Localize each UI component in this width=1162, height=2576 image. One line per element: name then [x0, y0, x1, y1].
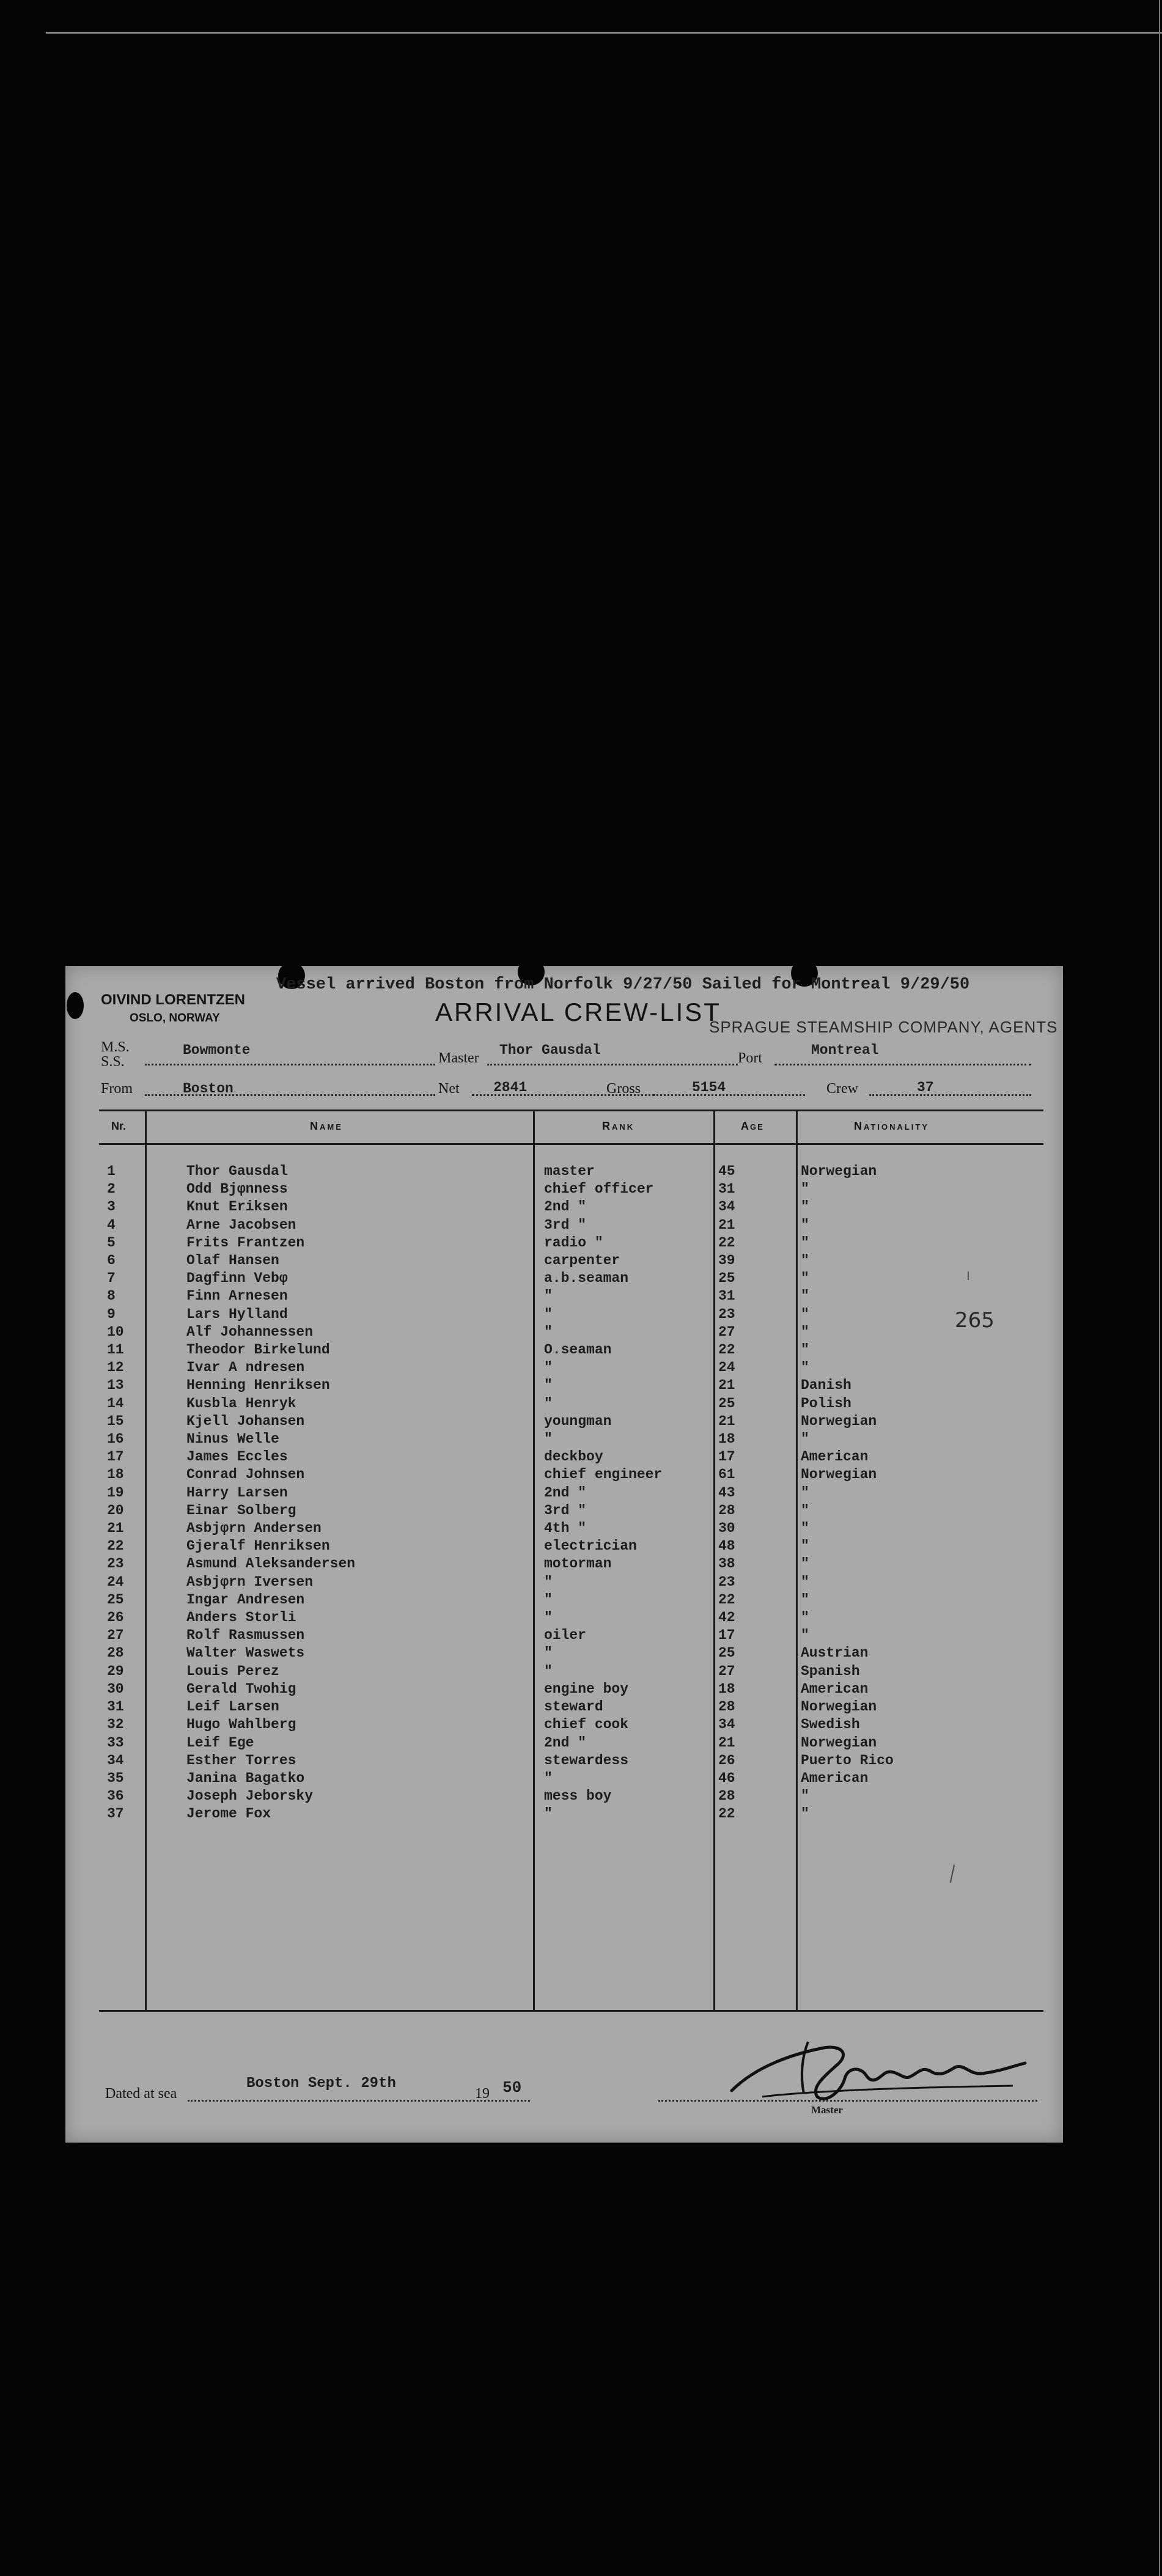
crew-nationality: " [801, 1323, 809, 1340]
row-number: 25 [107, 1591, 124, 1608]
table-row [102, 1448, 984, 1466]
crew-rank: " [544, 1591, 553, 1608]
table-row [102, 1430, 984, 1448]
crew-age: 25 [718, 1395, 735, 1411]
crew-age: 42 [718, 1610, 735, 1626]
crew-rank: electrician [544, 1538, 637, 1555]
table-row [102, 1341, 984, 1359]
row-number: 29 [107, 1663, 124, 1679]
crew-table [102, 1163, 984, 1823]
table-row [102, 1770, 984, 1787]
table-row [102, 1520, 984, 1537]
pencil-mark [968, 1271, 969, 1280]
crew-nationality: " [801, 1360, 809, 1376]
row-number: 7 [107, 1270, 116, 1287]
crew-nationality: Spanish [801, 1663, 860, 1679]
port-label: Port [738, 1050, 763, 1066]
column-header-nr: Nr. [111, 1120, 127, 1132]
row-number: 4 [107, 1216, 116, 1233]
crew-rank: " [544, 1288, 553, 1305]
row-number: 20 [107, 1502, 124, 1518]
crew-name: Gjeralf Henriksen [186, 1538, 330, 1555]
row-number: 6 [107, 1253, 116, 1269]
port-value: Montreal [811, 1042, 879, 1058]
table-row [102, 1395, 984, 1413]
row-number: 34 [107, 1752, 124, 1768]
row-number: 15 [107, 1413, 124, 1429]
crew-nationality: Polish [801, 1395, 851, 1411]
table-row [102, 1555, 984, 1573]
table-row [102, 1752, 984, 1770]
crew-name: Janina Bagatko [186, 1770, 305, 1786]
crew-name: Kjell Johansen [186, 1413, 305, 1429]
crew-name: Lars Hylland [186, 1306, 288, 1322]
crew-name: Gerald Twohig [186, 1680, 296, 1697]
crew-nationality: Norwegian [801, 1163, 877, 1179]
row-number: 12 [107, 1360, 124, 1376]
table-row [102, 1180, 984, 1198]
crew-age: 38 [718, 1556, 735, 1572]
crew-age: 21 [718, 1377, 735, 1394]
crew-age: 23 [718, 1306, 735, 1322]
crew-age: 23 [718, 1573, 735, 1590]
row-number: 8 [107, 1288, 116, 1305]
scan-edge-line [1159, 0, 1160, 2576]
table-row [102, 1573, 984, 1591]
row-number: 2 [107, 1181, 116, 1198]
table-row [102, 1252, 984, 1270]
crew-nationality: " [801, 1306, 809, 1322]
crew-age: 48 [718, 1538, 735, 1555]
crew-nationality: " [801, 1484, 809, 1501]
arrival-annotation: Vessel arrived Boston from Norfolk 9/27/50 Sailed for Montreal 9/29/50 [276, 976, 970, 994]
ship-name: Bowmonte [183, 1042, 251, 1058]
crew-age: 43 [718, 1484, 735, 1501]
row-number: 10 [107, 1323, 124, 1340]
row-number: 17 [107, 1449, 124, 1465]
table-row [102, 1359, 984, 1377]
table-row [102, 1306, 984, 1323]
row-number: 32 [107, 1717, 124, 1733]
crew-name: Asbjφrn Iversen [186, 1573, 314, 1590]
crew-name: Frits Frantzen [186, 1234, 305, 1251]
crew-name: Anders Storli [186, 1610, 296, 1626]
table-row [102, 1234, 984, 1252]
header-bottom-rule [99, 1143, 1043, 1145]
crew-nationality: " [801, 1538, 809, 1555]
crew-rank: 3rd " [544, 1502, 587, 1518]
crew-age: 27 [718, 1323, 735, 1340]
crew-nationality: Norwegian [801, 1466, 877, 1483]
row-number: 33 [107, 1734, 124, 1751]
row-number: 24 [107, 1573, 124, 1590]
row-number: 30 [107, 1680, 124, 1697]
crew-rank: " [544, 1573, 553, 1590]
crew-name: Asmund Aleksandersen [186, 1556, 356, 1572]
crew-age: 34 [718, 1717, 735, 1733]
crew-nationality: " [801, 1788, 809, 1805]
crew-nationality: " [801, 1627, 809, 1644]
crew-rank: " [544, 1610, 553, 1626]
crew-age: 28 [718, 1788, 735, 1805]
crew-age: 34 [718, 1199, 735, 1215]
crew-age: 21 [718, 1216, 735, 1233]
crew-rank: motorman [544, 1556, 612, 1572]
row-number: 26 [107, 1610, 124, 1626]
table-row [102, 1698, 984, 1716]
crew-rank: " [544, 1431, 553, 1448]
crew-rank: 2nd " [544, 1199, 587, 1215]
crew-rank: 2nd " [544, 1734, 587, 1751]
crew-label: Crew [826, 1081, 858, 1097]
row-number: 1 [107, 1163, 116, 1179]
row-number: 14 [107, 1395, 124, 1411]
crew-age: 28 [718, 1699, 735, 1715]
crew-name: Dagfinn Vebφ [186, 1270, 288, 1287]
crew-name: Ivar A ndresen [186, 1360, 305, 1376]
crew-name: Einar Solberg [186, 1502, 296, 1518]
crew-rank: chief cook [544, 1717, 629, 1733]
crew-rank: " [544, 1395, 553, 1411]
crew-nationality: " [801, 1610, 809, 1626]
crew-rank: a.b.seaman [544, 1270, 629, 1287]
table-row [102, 1591, 984, 1609]
crew-rank: " [544, 1770, 553, 1786]
crew-age: 61 [718, 1466, 735, 1483]
crew-nationality: American [801, 1449, 869, 1465]
crew-rank: youngman [544, 1413, 612, 1429]
crew-rank: stewardess [544, 1752, 629, 1768]
crew-rank: radio " [544, 1234, 603, 1251]
crew-rank: 4th " [544, 1520, 587, 1537]
table-row [102, 1716, 984, 1734]
crew-name: Jerome Fox [186, 1806, 271, 1822]
table-row [102, 1287, 984, 1305]
table-row [102, 1734, 984, 1752]
crew-nationality: Norwegian [801, 1734, 877, 1751]
master-name: Thor Gausdal [499, 1042, 601, 1058]
column-header-age: Age [741, 1120, 764, 1132]
table-row [102, 1537, 984, 1555]
table-row [102, 1484, 984, 1502]
crew-age: 28 [718, 1502, 735, 1518]
row-number: 9 [107, 1306, 116, 1322]
crew-nationality: American [801, 1770, 869, 1786]
crew-nationality: " [801, 1573, 809, 1590]
crew-name: Olaf Hansen [186, 1253, 279, 1269]
agent-stamp: SPRAGUE STEAMSHIP COMPANY, AGENTS [709, 1018, 1058, 1036]
year-suffix: 50 [502, 2078, 522, 2097]
row-number: 18 [107, 1466, 124, 1483]
crew-rank: O.seaman [544, 1342, 612, 1358]
crew-name: Asbjφrn Andersen [186, 1520, 322, 1537]
crew-nationality: " [801, 1342, 809, 1358]
crew-rank: engine boy [544, 1680, 629, 1697]
crew-rank: " [544, 1806, 553, 1822]
column-header-name: Name [310, 1120, 343, 1132]
dated-place: Boston Sept. 29th [246, 2075, 396, 2092]
pencil-mark [950, 1864, 955, 1883]
ss-label: S.S. [101, 1054, 125, 1070]
crew-age: 21 [718, 1734, 735, 1751]
crew-nationality: " [801, 1181, 809, 1198]
crew-age: 17 [718, 1449, 735, 1465]
crew-nationality: " [801, 1431, 809, 1448]
crew-rank: " [544, 1306, 553, 1322]
crew-age: 21 [718, 1413, 735, 1429]
crew-age: 45 [718, 1163, 735, 1179]
crew-rank: chief engineer [544, 1466, 663, 1483]
crew-name: Walter Waswets [186, 1645, 305, 1662]
table-row [102, 1805, 984, 1823]
crew-nationality: " [801, 1288, 809, 1305]
table-row [102, 1663, 984, 1680]
crew-age: 31 [718, 1181, 735, 1198]
crew-name: Conrad Johnsen [186, 1466, 305, 1483]
crew-nationality: " [801, 1253, 809, 1269]
column-header-nationality: Nationality [854, 1120, 930, 1132]
table-row [102, 1377, 984, 1394]
crew-age: 27 [718, 1663, 735, 1679]
from-label: From [101, 1081, 133, 1097]
crew-rank: " [544, 1663, 553, 1679]
crew-age: 26 [718, 1752, 735, 1768]
crew-name: Alf Johannessen [186, 1323, 314, 1340]
crew-name: Finn Arnesen [186, 1288, 288, 1305]
crew-name: Knut Eriksen [186, 1199, 288, 1215]
row-number: 37 [107, 1806, 124, 1822]
table-row [102, 1413, 984, 1430]
table-row [102, 1627, 984, 1644]
crew-name: James Eccles [186, 1449, 288, 1465]
crew-nationality: Norwegian [801, 1413, 877, 1429]
crew-rank: steward [544, 1699, 603, 1715]
crew-rank: 3rd " [544, 1216, 587, 1233]
crew-age: 25 [718, 1270, 735, 1287]
table-row [102, 1270, 984, 1287]
crew-count: 37 [917, 1080, 934, 1095]
crew-nationality: Danish [801, 1377, 851, 1394]
dated-label: Dated at sea [105, 2086, 177, 2102]
crew-nationality: " [801, 1806, 809, 1822]
crew-name: Ingar Andresen [186, 1591, 305, 1608]
crew-nationality: Norwegian [801, 1699, 877, 1715]
crew-name: Kusbla Henryk [186, 1395, 296, 1411]
crew-name: Harry Larsen [186, 1484, 288, 1501]
punch-hole [67, 992, 84, 1019]
table-row [102, 1216, 984, 1234]
row-number: 35 [107, 1770, 124, 1786]
row-number: 22 [107, 1538, 124, 1555]
crew-rank: " [544, 1360, 553, 1376]
table-row [102, 1609, 984, 1627]
crew-name: Thor Gausdal [186, 1163, 288, 1179]
crew-name: Arne Jacobsen [186, 1216, 296, 1233]
crew-age: 46 [718, 1770, 735, 1786]
year-prefix: 19 [475, 2086, 490, 2102]
master-label: Master [438, 1050, 479, 1066]
crew-name: Louis Perez [186, 1663, 279, 1679]
column-header-rank: Rank [602, 1120, 635, 1132]
crew-nationality: " [801, 1520, 809, 1537]
crew-nationality: " [801, 1556, 809, 1572]
from-value: Boston [183, 1081, 234, 1097]
crew-age: 22 [718, 1234, 735, 1251]
crew-rank: " [544, 1645, 553, 1662]
crew-rank: carpenter [544, 1253, 620, 1269]
crew-rank: oiler [544, 1627, 587, 1644]
row-number: 3 [107, 1199, 116, 1215]
crew-age: 39 [718, 1253, 735, 1269]
table-row [102, 1323, 984, 1341]
crew-age: 24 [718, 1360, 735, 1376]
table-row [102, 1787, 984, 1805]
crew-name: Leif Larsen [186, 1699, 279, 1715]
crew-nationality: " [801, 1591, 809, 1608]
table-row [102, 1502, 984, 1520]
net-value: 2841 [493, 1080, 528, 1095]
crew-nationality: " [801, 1199, 809, 1215]
table-row [102, 1198, 984, 1216]
crew-age: 25 [718, 1645, 735, 1662]
master-signature [719, 2030, 1031, 2109]
gross-value: 5154 [692, 1080, 726, 1095]
row-number: 27 [107, 1627, 124, 1644]
row-number: 28 [107, 1645, 124, 1662]
crew-age: 18 [718, 1680, 735, 1697]
crew-name: Leif Ege [186, 1734, 254, 1751]
crew-nationality: " [801, 1502, 809, 1518]
company-location: OSLO, NORWAY [130, 1012, 220, 1025]
table-row [102, 1680, 984, 1698]
net-label: Net [438, 1081, 460, 1097]
table-row [102, 1644, 984, 1662]
row-number: 21 [107, 1520, 124, 1537]
row-number: 16 [107, 1431, 124, 1448]
crew-name: Rolf Rasmussen [186, 1627, 305, 1644]
page-number: 265 [955, 1308, 995, 1333]
signature-label: Master [811, 2104, 843, 2116]
crew-nationality: Swedish [801, 1717, 860, 1733]
footer-rule [99, 2010, 1043, 2012]
crew-name: Odd Bjφnness [186, 1181, 288, 1198]
row-number: 36 [107, 1788, 124, 1805]
crew-name: Theodor Birkelund [186, 1342, 330, 1358]
gross-label: Gross [606, 1081, 641, 1097]
header-top-rule [99, 1110, 1043, 1111]
crew-age: 17 [718, 1627, 735, 1644]
scan-border-line [46, 32, 1162, 34]
crew-list-document [65, 966, 1063, 2143]
crew-rank: chief officer [544, 1181, 654, 1198]
crew-rank: mess boy [544, 1788, 612, 1805]
crew-age: 22 [718, 1342, 735, 1358]
row-number: 13 [107, 1377, 124, 1394]
crew-rank: " [544, 1377, 553, 1394]
crew-nationality: " [801, 1234, 809, 1251]
row-number: 23 [107, 1556, 124, 1572]
row-number: 19 [107, 1484, 124, 1501]
table-row [102, 1163, 984, 1180]
document-title: ARRIVAL CREW-LIST [435, 998, 721, 1026]
crew-rank: master [544, 1163, 595, 1179]
company-name: OIVIND LORENTZEN [101, 992, 246, 1008]
row-number: 31 [107, 1699, 124, 1715]
crew-nationality: American [801, 1680, 869, 1697]
crew-name: Hugo Wahlberg [186, 1717, 296, 1733]
crew-rank: 2nd " [544, 1484, 587, 1501]
crew-age: 30 [718, 1520, 735, 1537]
row-number: 5 [107, 1234, 116, 1251]
crew-name: Henning Henriksen [186, 1377, 330, 1394]
crew-nationality: " [801, 1270, 809, 1287]
crew-name: Joseph Jeborsky [186, 1788, 314, 1805]
crew-nationality: Puerto Rico [801, 1752, 894, 1768]
crew-age: 22 [718, 1806, 735, 1822]
crew-nationality: " [801, 1216, 809, 1233]
crew-nationality: Austrian [801, 1645, 869, 1662]
crew-name: Ninus Welle [186, 1431, 279, 1448]
crew-age: 22 [718, 1591, 735, 1608]
crew-name: Esther Torres [186, 1752, 296, 1768]
crew-age: 31 [718, 1288, 735, 1305]
row-number: 11 [107, 1342, 124, 1358]
crew-rank: deckboy [544, 1449, 603, 1465]
table-row [102, 1466, 984, 1484]
crew-rank: " [544, 1323, 553, 1340]
crew-age: 18 [718, 1431, 735, 1448]
ms-label: M.S. [101, 1039, 130, 1055]
